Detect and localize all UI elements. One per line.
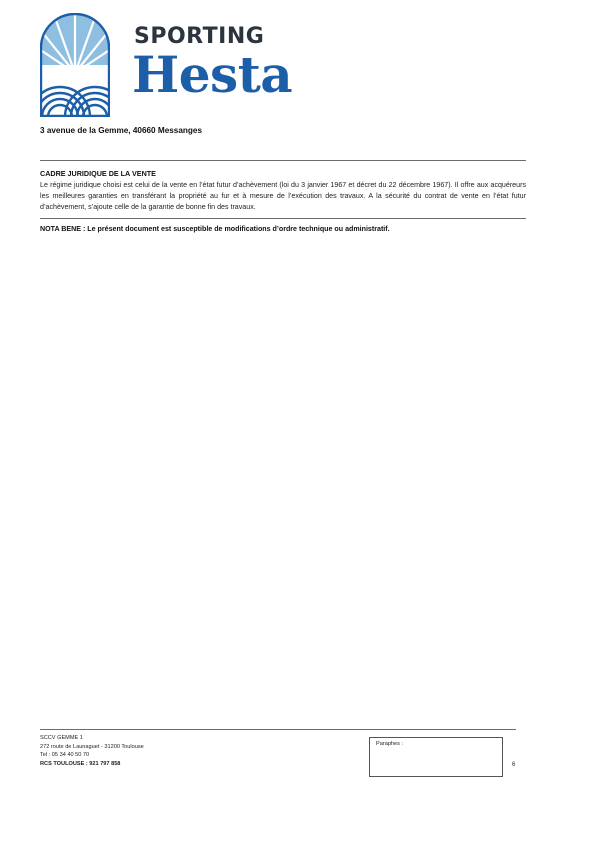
footer-company-address: 272 route de Launaguet - 31200 Toulouse [40,743,144,750]
section-divider-top [40,160,526,161]
footer-company-name: SCCV GEMME 1 [40,735,83,741]
paraphes-box [369,737,503,777]
footer-company-info [40,734,144,768]
section-body: Le régime juridique choisi est celui de la vente en l’état futur d’achèvement (loi du 3 janvier 1967 et décret du 22 décembre 1967). Il offre aux acquéreurs les meilleures garanties en transférant la propriété au fur et à mesure de l’exécution des travaux. A la sécurité du contrat de vente en l’état futur d’achèvement, s’ajoute celle de la garantie de bonne fin des travaux. [40,181,526,211]
section-divider-bottom [40,218,526,219]
nota-bene: NOTA BENE : Le présent document est susceptible de modifications d’ordre technique ou administratif. [40,225,390,233]
footer-divider [40,729,516,730]
footer-company-phone: Tel : 05 34 40 50 70 [40,752,90,758]
sporting-hesta-logo [40,13,110,117]
page-number: 6 [512,762,516,768]
footer-company-rcs: RCS TOULOUSE : 921 797 858 [40,760,121,767]
brand-top-text: SPORTING [134,24,265,49]
section-title: CADRE JURIDIQUE DE LA VENTE [40,169,156,178]
property-address: 3 avenue de la Gemme, 40660 Messanges [40,126,203,135]
brand-main-text: Hesta [132,45,293,104]
paraphes-label: Paraphes : [376,741,404,747]
